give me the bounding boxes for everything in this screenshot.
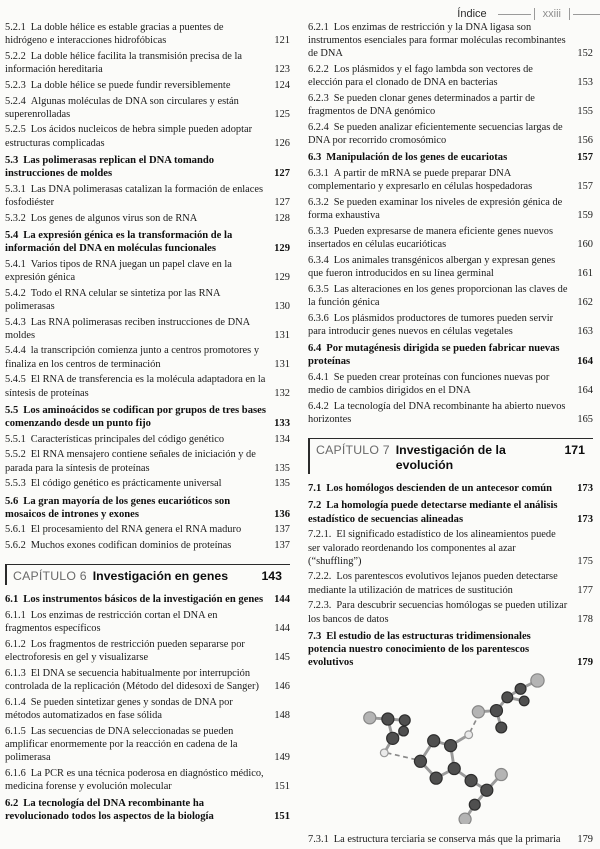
entry-text [308,400,569,426]
entry-title: Se pueden sintetizar genes y sondas de DNA por métodos automatizados en fase sólida [5,696,233,721]
entry-page-number: 124 [274,79,290,91]
entry-number: 7.3 [308,630,322,642]
entry-title: Los homólogos descienden de un antecesor común [326,483,553,495]
toc-entry [5,448,290,474]
entry-text [5,95,266,121]
toc-entry [5,696,290,722]
entry-page-number: 134 [274,433,290,445]
toc-entry [5,154,290,180]
entry-number: 6.2.2 [308,64,329,76]
entry-text [308,92,569,118]
entry-title: El estudio de las estructuras tridimensionales potencia nuestro conocimiento de los parentescos evolutivos [308,630,531,669]
entry-number: 6.3.5 [308,283,329,295]
entry-number: 5.2.4 [5,95,26,107]
entry-number: 6.1.5 [5,725,26,737]
entry-number: 6.3.2 [308,196,329,208]
entry-title: Varios tipos de RNA juegan un papel clave en la expresión génica [5,258,232,283]
entry-page-number: 151 [274,780,290,792]
toc-entry [5,95,290,121]
toc-entry [308,528,593,568]
entry-number: 5.4.4 [5,345,26,357]
entry-page-number: 162 [577,296,593,308]
entry-text [308,225,569,251]
entry-number: 6.1.2 [5,638,26,650]
entry-title: El código genético es prácticamente universal [30,478,222,490]
entry-page-number: 152 [577,48,593,60]
entry-text [308,196,569,222]
entry-number: 5.4.1 [5,258,26,270]
entry-number: 5.3.1 [5,183,26,195]
chapter-page-number: 143 [261,569,282,584]
toc-entry [5,593,290,606]
entry-text [308,121,569,147]
entry-page-number: 157 [577,152,593,164]
entry-page-number: 131 [274,358,290,370]
entry-title: La expresión génica es la transformación de la información del DNA en moléculas funcionales [5,229,233,255]
toc-entry [5,404,290,430]
entry-text [5,287,266,313]
entry-title: Se pueden crear proteínas con funciones nuevas por medio de cambios dirigidos en el DNA [308,371,550,397]
entry-title: La doble hélice es estable gracias a puentes de hidrógeno e interacciones hidrofóbicas [5,22,224,47]
entry-number: 5.2.3 [5,79,26,91]
entry-text [5,433,266,446]
toc-entry [5,433,290,446]
toc-entry [5,316,290,342]
toc-entry [5,79,290,92]
entry-text [308,342,569,368]
entry-page-number: 148 [274,709,290,721]
entry-text [5,539,266,552]
entry-number: 6.3.6 [308,312,329,324]
entry-number: 7.3.1 [308,834,329,846]
entry-number: 6.3.4 [308,254,329,266]
entry-page-number: 129 [274,271,290,283]
chapter-title: Investigación en genes [92,569,229,584]
toc-entry [5,523,290,536]
entry-text [308,254,569,280]
entry-page-number: 125 [274,108,290,120]
entry-title: Los enzimas de restricción cortan el DNA en fragmentos específicos [5,610,218,635]
entry-text [308,499,569,525]
entry-text [5,638,266,664]
entry-page-number: 160 [577,239,593,251]
entry-text [5,316,266,342]
toc-entry [308,599,593,625]
entry-number: 6.3 [308,152,322,164]
entry-number: 6.2.3 [308,93,329,105]
toc-entry [5,123,290,149]
entry-text [308,599,569,625]
toc-entry [5,767,290,793]
entry-page-number: 173 [577,513,593,525]
entry-title: Algunas moléculas de DNA son circulares y están superenrolladas [5,95,239,120]
entry-title: Se pueden examinar los niveles de expresión génica de forma exhaustiva [308,196,563,222]
entry-number: 7.2 [308,500,322,512]
entry-page-number: 177 [577,584,593,596]
entry-page-number: 157 [577,181,593,193]
entry-text [5,154,266,180]
entry-page-number: 130 [274,300,290,312]
entry-page-number: 132 [274,387,290,399]
toc-entry [5,21,290,47]
running-head-title: Índice [457,8,487,20]
entry-number: 5.2.1 [5,22,26,33]
entry-number: 5.2.2 [5,50,26,62]
entry-number: 5.2.5 [5,124,26,136]
entry-page-number: 173 [577,483,593,495]
entry-page-number: 179 [577,834,593,846]
entry-number: 5.5.2 [5,449,26,461]
entry-page-number: 123 [274,64,290,76]
entry-page-number: 179 [577,657,593,669]
toc-entry [308,151,593,164]
entry-text [5,21,266,47]
entry-number: 6.4.1 [308,371,329,383]
entry-text [308,371,569,397]
entry-title: La doble hélice facilita la transmisión precisa de la información hereditaria [5,50,242,76]
entry-title: Las alteraciones en los genes proporcionan las claves de la función génica [308,283,568,308]
toc-entry [308,196,593,222]
toc-entry [5,539,290,552]
entry-number: 6.2.1 [308,22,329,33]
toc-entry [308,167,593,193]
entry-page-number: 155 [577,106,593,118]
entry-text [5,696,266,722]
entry-title: A partir de mRNA se puede preparar DNA complementario y expresarlo en células hospedadoras [308,168,533,193]
entry-text [5,79,266,92]
entry-number: 6.3.3 [308,225,329,237]
entry-title: El RNA mensajero contiene señales de iniciación y de parada para la síntesis de proteínas [5,449,256,474]
page-number-roman: xxiii [542,8,561,20]
entry-title: El DNA se secuencia habitualmente por interrupción controlada de la replicación (Método del didesoxi de Sanger) [5,667,259,693]
entry-title: Se pueden analizar eficientemente secuencias largas de DNA por recorrido cromosómico [308,121,563,147]
chapter-title: Investigación de la evolución [395,443,506,473]
entry-page-number: 131 [274,329,290,341]
entry-title: Los enzimas de restricción y la DNA ligasa son instrumentos esenciales para formar moléculas recombinantes de DNA [308,22,566,60]
entry-page-number: 136 [274,508,290,520]
entry-title: Los animales transgénicos albergan y expresan genes que fueron introducidos en su línea germinal [308,254,556,279]
toc-entry [5,495,290,521]
entry-text [5,495,266,521]
entry-title: La tecnología del DNA recombinante ha abierto nuevos horizontes [308,400,566,425]
entry-title: La homología puede detectarse mediante el análisis estadístico de secuencias alineadas [308,500,558,525]
molecule-ball-stick-drawing [344,672,556,824]
running-head [300,7,600,21]
entry-page-number: 175 [577,555,593,567]
entry-page-number: 135 [274,462,290,474]
toc-entry [308,121,593,147]
chapter-heading [5,564,290,586]
entry-page-number: 151 [274,811,290,823]
entry-page-number: 128 [274,212,290,224]
entry-text [5,797,266,823]
entry-text [308,570,569,596]
entry-title: Se pueden clonar genes determinados a partir de fragmentos de DNA genómico [308,93,535,118]
entry-number: 6.1.6 [5,767,26,779]
chapter-heading [308,438,593,475]
entry-number: 5.4 [5,229,19,241]
entry-title: El procesamiento del RNA genera el RNA maduro [30,524,242,536]
toc-entry [308,92,593,118]
toc-entry [308,21,593,61]
entry-page-number: 165 [577,413,593,425]
entry-text [5,258,266,284]
entry-number: 6.2 [5,798,19,810]
entry-title: Los genes de algunos virus son de RNA [30,212,198,224]
entry-page-number: 159 [577,210,593,222]
entry-number: 5.6.2 [5,540,26,552]
entry-text [5,725,266,765]
entry-text [308,151,569,164]
entry-title: Los aminoácidos se codifican por grupos de tres bases comenzando desde un punto fijo [5,404,266,429]
entry-text [308,528,569,568]
entry-text [5,667,266,693]
entry-number: 7.2.2. [308,571,332,583]
folio-divider [569,8,570,20]
toc-entry [5,212,290,225]
toc-entry [5,373,290,399]
chapter-page-number: 171 [564,443,585,458]
entry-text [308,167,569,193]
entry-page-number: 133 [274,417,290,429]
entry-number: 5.5 [5,404,19,416]
toc-entry [5,287,290,313]
column-left [5,21,290,849]
toc-entry [5,183,290,209]
entry-title: Los parentescos evolutivos lejanos pueden detectarse mediante la utilización de matrices de sustitución [308,571,558,596]
header-rule [573,14,600,15]
entry-number: 5.4.3 [5,316,26,328]
entry-text [5,183,266,209]
toc-entry [5,667,290,693]
entry-page-number: 121 [274,35,290,47]
entry-title: Las DNA polimerasas catalizan la formación de enlaces fosfodiéster [5,183,264,208]
entry-text [5,212,266,225]
entry-number: 6.1 [5,594,19,606]
entry-text [5,344,266,370]
entry-title: El significado estadístico de los alineamientos puede ser valorado reordenando los componentes al azar (“shuffling”) [308,529,556,567]
entry-title: Muchos exones codifican dominios de proteínas [30,540,232,552]
entry-title: Por mutagénesis dirigida se pueden fabricar nuevas proteínas [308,342,560,368]
entry-page-number: 178 [577,613,593,625]
entry-page-number: 127 [274,168,290,180]
entry-title: Para descubrir secuencias homólogas se pueden utilizar los bancos de datos [308,600,568,625]
entry-title: Las secuencias de DNA seleccionadas se pueden amplificar enormemente por la reacción en cadena de la polimerasa [5,725,238,764]
entry-page-number: 126 [274,137,290,149]
entry-number: 5.4.5 [5,374,26,386]
entry-text [308,833,569,846]
entry-title: la transcripción comienza junto a centros promotores y finaliza en los centros de terminación [5,345,260,370]
entry-number: 6.2.4 [308,121,329,133]
entry-number: 5.6 [5,495,19,507]
entry-title: La PCR es una técnica poderosa en diagnóstico médico, medicina forense y evolución molecular [5,767,264,792]
entry-text [5,50,266,76]
entry-title: Los plásmidos y el fago lambda son vectores de elección para el clonado de DNA en bacterias [308,64,533,89]
entry-text [5,448,266,474]
entry-page-number: 161 [577,267,593,279]
entry-title: Todo el RNA celular se sintetiza por las RNA polimerasas [5,287,220,312]
entry-title: La estructura terciaria se conserva más que la primaria [333,834,561,846]
entry-number: 7.2.3. [308,600,332,612]
entry-number: 5.3.2 [5,212,26,224]
toc-entry [308,499,593,525]
header-rule [498,14,531,15]
entry-number: 7.2.1. [308,529,332,541]
toc-entry [308,833,593,846]
toc-entry [5,344,290,370]
entry-page-number: 164 [577,385,593,397]
entry-title: El RNA de transferencia es la molécula adaptadora en la síntesis de proteínas [5,374,266,399]
entry-text [308,283,569,309]
toc-entry [308,283,593,309]
entry-number: 6.1.3 [5,667,26,679]
entry-text [5,523,266,536]
entry-page-number: 144 [274,623,290,635]
entry-number: 5.5.1 [5,433,26,445]
column-right [308,21,593,849]
toc-entry [5,477,290,490]
toc-entry [5,797,290,823]
entry-title: Características principales del código genético [30,433,225,445]
entry-text [308,482,569,495]
toc-entry [308,630,593,670]
toc-entry [5,725,290,765]
entry-text [5,123,266,149]
entry-title: Los plásmidos productores de tumores pueden servir para introducir genes nuevos en células vegetales [308,312,554,337]
toc-entry [308,312,593,338]
entry-title: Las polimerasas replican el DNA tomando instrucciones de moldes [5,154,215,180]
entry-number: 6.1.4 [5,696,26,708]
entry-title: La tecnología del DNA recombinante ha revolucionado todos los aspectos de la biología [5,798,214,823]
entry-text [5,373,266,399]
toc-entry [5,609,290,635]
entry-title: La doble hélice se puede fundir reversiblemente [30,79,231,91]
entry-title: Los instrumentos básicos de la investigación en genes [23,594,264,606]
entry-text [308,312,569,338]
entry-title: Los fragmentos de restricción pueden separarse por electroforesis en gel y visualizarse [5,638,245,664]
toc-entry [5,258,290,284]
entry-text [5,404,266,430]
toc-entry [308,225,593,251]
entry-number: 6.4 [308,342,322,354]
molecule-figure [344,672,593,829]
entry-text [308,63,569,89]
toc-entry [308,342,593,368]
entry-page-number: 127 [274,196,290,208]
entry-number: 5.6.1 [5,524,26,536]
entry-number: 6.1.1 [5,610,26,622]
entry-page-number: 146 [274,681,290,693]
toc-entry [308,254,593,280]
toc-entry [308,63,593,89]
entry-title: Los ácidos nucleicos de hebra simple pueden adoptar estructuras complicadas [5,124,253,149]
entry-number: 5.3 [5,154,19,166]
entry-title: La gran mayoría de los genes eucarióticos son mosaicos de intrones y exones [5,495,231,520]
entry-page-number: 145 [274,652,290,664]
toc-columns [5,21,593,849]
toc-entry [5,50,290,76]
entry-number: 7.1 [308,483,322,495]
entry-title: Pueden expresarse de manera eficiente genes nuevos insertados en células eucarióticas [308,225,554,251]
entry-number: 5.5.3 [5,478,26,490]
entry-page-number: 129 [274,243,290,255]
entry-page-number: 149 [274,752,290,764]
entry-number: 5.4.2 [5,287,26,299]
entry-number: 6.3.1 [308,168,329,180]
entry-title: Las RNA polimerasas reciben instrucciones de DNA moldes [5,316,250,341]
toc-entry [308,482,593,495]
entry-page-number: 137 [274,524,290,536]
toc-entry [5,638,290,664]
chapter-label: CAPÍTULO 6 [13,569,87,584]
toc-entry [308,570,593,596]
entry-number: 6.4.2 [308,400,329,412]
entry-text [5,593,266,606]
entry-text [5,477,266,490]
entry-page-number: 144 [274,594,290,606]
entry-text [5,229,266,255]
entry-page-number: 156 [577,135,593,147]
entry-text [5,767,266,793]
entry-page-number: 137 [274,540,290,552]
entry-page-number: 163 [577,325,593,337]
toc-entry [308,371,593,397]
entry-page-number: 164 [577,356,593,368]
toc-entry [5,229,290,255]
entry-page-number: 135 [274,478,290,490]
entry-text [5,609,266,635]
entry-text [308,21,569,61]
chapter-label: CAPÍTULO 7 [316,443,390,458]
toc-entry [308,400,593,426]
entry-text [308,630,569,670]
entry-page-number: 153 [577,77,593,89]
entry-title: Manipulación de los genes de eucariotas [326,152,508,164]
